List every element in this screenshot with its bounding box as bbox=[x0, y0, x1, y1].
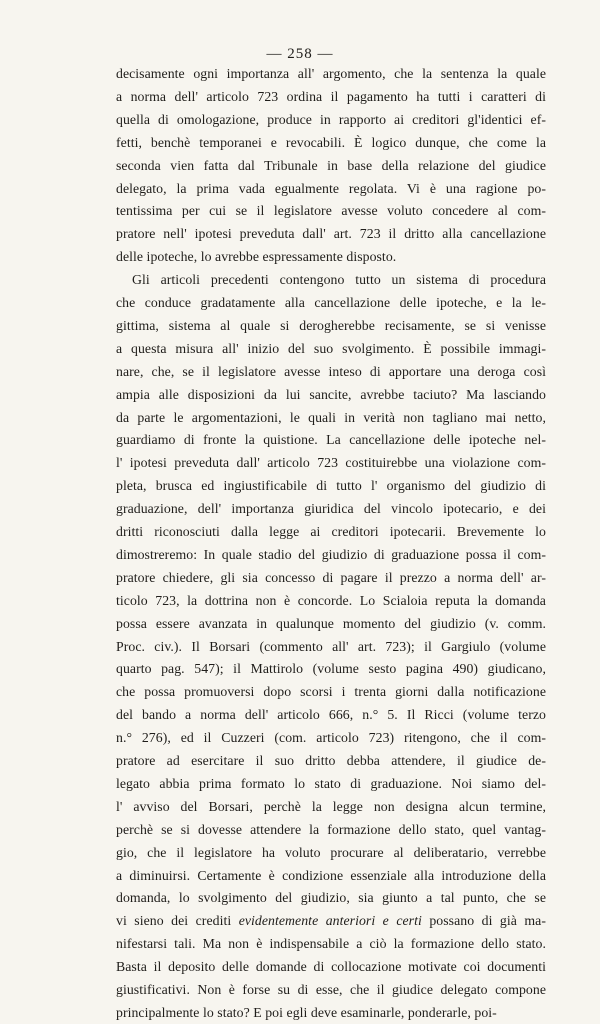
text-line: Gli articoli precedenti contengono tutto un sistema di procedura bbox=[132, 272, 546, 288]
text-line: pratore chiedere, gli sia concesso di pagare il prezzo a norma dell' ar- bbox=[116, 569, 546, 585]
text-line: quella di omologazione, produce in rapporto ai creditori gl'identici ef- bbox=[116, 111, 546, 127]
text-line: dimostreremo: In quale stadio del giudizio di graduazione possa il com- bbox=[116, 546, 546, 562]
text-line: seconda vien fatta dal Tribunale in base della relazione del giudice bbox=[116, 157, 546, 173]
text-line: principalmente lo stato? E poi egli deve esaminarle, ponderarle, poi- bbox=[116, 1004, 497, 1020]
text-line: n.° 276), ed il Cuzzeri (com. articolo 723) ritengono, che il com- bbox=[116, 730, 546, 746]
text-line: tentissima per cui se il legislatore avesse voluto concedere al com- bbox=[116, 203, 546, 219]
text-line: giustificativi. Non è forse su di esse, che il giudice delegato compone bbox=[116, 982, 546, 997]
text-line: gittima, sistema al quale si derogherebbe recisamente, se si venisse bbox=[116, 317, 546, 333]
text-line-start: vi sieno dei crediti bbox=[116, 913, 239, 929]
text-line: delegato, la prima vada egualmente regolata. Vi è una ragione po- bbox=[116, 180, 546, 196]
text-line: nifestarsi tali. Ma non è indispensabile a ciò la formazione dello stato. bbox=[116, 936, 546, 952]
text-line: a questa misura all' inizio del suo svolgimento. È possibile immagi- bbox=[116, 340, 546, 356]
text-line: guardiamo di fronte la quistione. La cancellazione delle ipoteche nel- bbox=[116, 432, 546, 448]
text-line: ampia alle disposizioni da lui sancite, avrebbe taciuto? Ma lasciando bbox=[116, 386, 546, 402]
text-line-end: possano di già ma- bbox=[421, 913, 547, 929]
text-line: dritti riconosciuti dalla legge ai creditori ipotecarii. Brevemente lo bbox=[116, 524, 546, 539]
text-line: pratore ad esercitare il suo dritto debba attendere, il giudice de- bbox=[116, 753, 546, 768]
text-line: Proc. civ.). Il Borsari (commento all' art. 723); il Gargiulo (volume bbox=[116, 638, 546, 654]
text-line: fetti, benchè temporanei e revocabili. È logico dunque, che come la bbox=[116, 134, 546, 150]
page-number: — 258 — bbox=[266, 46, 334, 62]
text-line: domanda, lo svolgimento del giudizio, sia giunto a tal punto, che se bbox=[116, 890, 546, 906]
text-line: quarto pag. 547); il Mattirolo (volume sesto pagina 490) giudicano, bbox=[116, 661, 546, 677]
text-line: decisamente ogni importanza all' argomento, che la sentenza la quale bbox=[116, 66, 546, 81]
text-line: Basta il deposito delle domande di collocazione motivate coi documenti bbox=[116, 959, 546, 975]
text-line: nare, che, se il legislatore avesse inteso di apportare una deroga così bbox=[116, 363, 546, 379]
text-line: ticolo 723, la dottrina non è concorde. Lo Scialoia reputa la domanda bbox=[116, 592, 546, 608]
text-line: possa essere avanzata in qualunque momento del giudizio (v. comm. bbox=[116, 615, 546, 631]
text-line: l' ipotesi preveduta dall' articolo 723 costituirebbe una violazione com- bbox=[116, 455, 546, 471]
text-line: a norma dell' articolo 723 ordina il pagamento ha tutti i caratteri di bbox=[116, 88, 546, 104]
text-line: pratore nell' ipotesi preveduta dall' art. 723 il dritto alla cancellazione bbox=[116, 226, 546, 242]
text-line: delle ipoteche, lo avrebbe espressamente disposto. bbox=[116, 249, 397, 265]
italic-emphasis: evidentemente anteriori e certi bbox=[238, 913, 422, 929]
text-line: che conduce gradatamente alla cancellazione delle ipoteche, e la le- bbox=[116, 295, 546, 310]
text-line: a diminuirsi. Certamente è condizione essenziale alla introduzione della bbox=[116, 867, 546, 883]
text-line: graduazione, dell' importanza giuridica del vincolo ipotecario, e dei bbox=[116, 501, 546, 517]
text-line: perchè se si dovesse attendere la formazione dello stato, quel vantag- bbox=[116, 821, 546, 837]
text-line: pleta, brusca ed ingiustificabile di tutto l' organismo del giudizio di bbox=[116, 478, 546, 494]
text-line bbox=[116, 909, 546, 932]
text-line: del bando a norma dell' articolo 666, n.° 5. Il Ricci (volume terzo bbox=[116, 707, 546, 723]
text-line: che possa promuoversi dopo scorsi i trenta giorni dalla notificazione bbox=[116, 684, 546, 700]
text-line: legato abbia prima formato lo stato di graduazione. Noi siamo del- bbox=[116, 775, 546, 791]
text-line: da parte le argomentazioni, le quali in verità non tagliano mai netto, bbox=[116, 409, 546, 425]
text-line: gio, che il legislatore ha voluto procurare al deliberatario, verrebbe bbox=[116, 844, 546, 860]
text-line: l' avviso del Borsari, perchè la legge non designa alcun termine, bbox=[116, 798, 546, 814]
